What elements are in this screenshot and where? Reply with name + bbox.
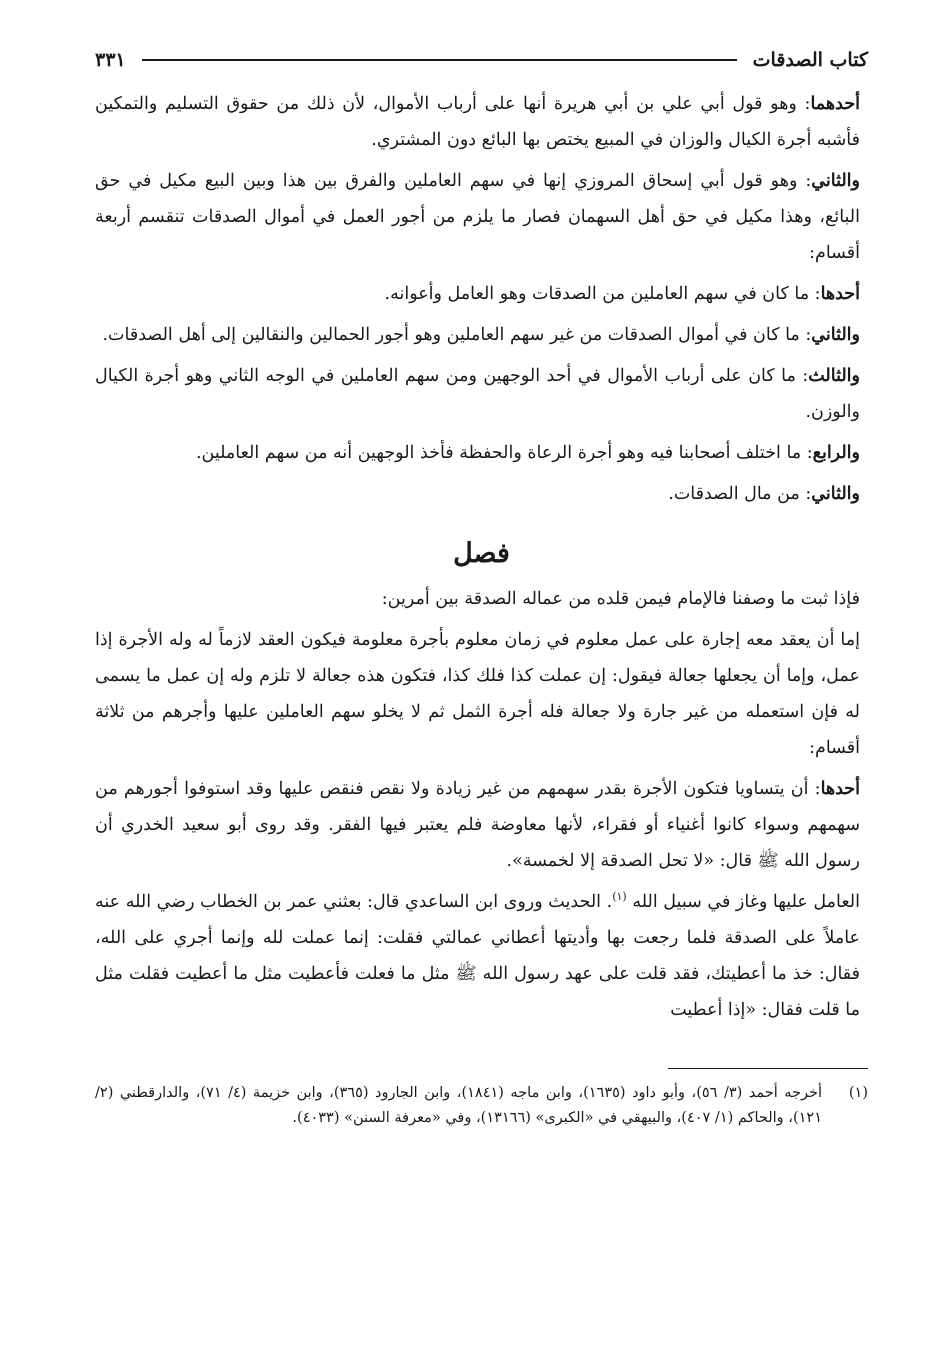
paragraph-10: أحدها: أن يتساويا فتكون الأجرة بقدر سهمهم من غير زيادة ولا نقص فنقص عليها وقد استوفوا أجورهم من سهمهم وسواء كانوا أغنياء أو فقراء، لأنها معاوضة فلم يعتبر فيها الفقر. وقد روى أبو سعيد الخدري أن رسول الله ﷺ قال: «لا تحل الصدقة إلا لخمسة». [95, 779, 860, 871]
paragraph-1: أحدهما: وهو قول أبي علي بن أبي هريرة أنها على أرباب الأموال، لأن ذلك من حقوق التسليم والتمكين فأشبه أجرة الكيال والوزان في المبيع يختص بها البائع دون المشتري. [95, 94, 860, 150]
section-title: فصل [453, 538, 510, 569]
paragraph-8: فإذا ثبت ما وصفنا فالإمام فيمن قلده من عماله الصدقة بين أمرين: [381, 589, 860, 609]
book-title: كتاب الصدقات [752, 49, 868, 71]
paragraph-label: أحدهما [810, 94, 860, 114]
paragraph-label: والثاني [811, 484, 860, 504]
header-rule [142, 59, 737, 61]
footnote [95, 1081, 868, 1131]
paragraph-text: ما اختلف أصحابنا فيه وهو أجرة الرعاة والحفظة فأخذ الوجهين أنه من سهم العاملين. [195, 443, 802, 463]
paragraph-2: والثاني: وهو قول أبي إسحاق المروزي إنها في سهم العاملين والفرق بين هذا وبين البيع مكيل في حق البائع، وهذا مكيل في حق أهل السهمان فصار ما يلزم من أجور العمل في أموال الصدقات تنقسم أربعة أقسام: [95, 171, 860, 263]
paragraph-6: والرابع: ما اختلف أصحابنا فيه وهو أجرة الرعاة والحفظة فأخذ الوجهين أنه من سهم العاملين. [195, 443, 860, 463]
footnote-number: (١) [848, 1085, 868, 1101]
document-page [95, 40, 868, 1131]
footnote-text: أخرجه أحمد (٣/ ٥٦)، وأبو داود (١٦٣٥)، وابن ماجه (١٨٤١)، وابن الجارود (٣٦٥)، وابن خزيمة (٤/ ٧١)، والدارقطني (٢/ ١٢١)، والحاكم (١/ ٤٠٧)، والبيهقي في «الكبرى» (١٣١٦٦)، وفي «معرفة السنن» (٤٠٣٣). [95, 1085, 822, 1126]
paragraph-text: من مال الصدقات. [668, 484, 800, 504]
paragraph-text: أن يتساويا فتكون الأجرة بقدر سهمهم من غير زيادة ولا نقص فنقص عليها وقد استوفوا أجورهم من سهمهم وسواء كانوا أغنياء أو فقراء، لأنها معاوضة فلم يعتبر فيها الفقر. وقد روى أبو سعيد الخدري أن رسول الله ﷺ قال: «لا تحل الصدقة إلا لخمسة». [95, 779, 860, 871]
paragraph-7: والثاني: من مال الصدقات. [668, 484, 860, 504]
page-number: ٣٣١ [95, 49, 126, 71]
paragraph-label: والثالث [808, 366, 860, 386]
paragraph-label: والثاني [811, 171, 860, 191]
paragraph-label: والثاني [811, 325, 860, 345]
paragraph-text: ما كان على أرباب الأموال في أحد الوجهين ومن سهم العاملين في الوجه الثاني وهو أجرة الكيال والوزن. [95, 366, 860, 422]
paragraph-11: العامل عليها وغاز في سبيل الله $^{(١)}$. الحديث وروى ابن الساعدي قال: بعثني عمر بن الخطاب رضي الله عنه عاملاً على الصدقة فلما رجعت بها وأديتها أعطاني عمالتي فقلت: إنما عملت لله وإنما أجري على الله، فقال: خذ ما أعطيتك، فقد قلت على عهد رسول الله ﷺ مثل ما فعلت فأعطيت مثل ما أعطيت فقلت مثل ما قلت فقال: «إذا أعطيت [95, 890, 860, 1020]
paragraph-label: والرابع [812, 443, 860, 463]
paragraph-5: والثالث: ما كان على أرباب الأموال في أحد الوجهين ومن سهم العاملين في الوجه الثاني وهو أجرة الكيال والوزن. [95, 366, 860, 422]
page-header [95, 40, 868, 80]
paragraph-label: أحدها [820, 284, 860, 304]
paragraph-9: إما أن يعقد معه إجارة على عمل معلوم في زمان معلوم بأجرة معلومة فيكون العقد لازماً له وله الأجرة إذا عمل، وإما أن يجعلها جعالة فيقول: إن عملت كذا فلك كذا، فتكون هذه جعالة لا تلزم وله إن عمل ما يسمى له فإن استعمله من غير جارة ولا جعالة فله أجرة الثمل ثم لا يخلو سهم العاملين عليها وأجرهم من ثلاثة أقسام: [95, 630, 860, 758]
paragraph-text: وهو قول أبي إسحاق المروزي إنها في سهم العاملين والفرق بين هذا وبين البيع مكيل في حق البائع، وهذا مكيل في حق أهل السهمان فصار ما يلزم من أجور العمل في أموال الصدقات تنقسم أربعة أقسام: [95, 171, 860, 263]
paragraph-text: وهو قول أبي علي بن أبي هريرة أنها على أرباب الأموال، لأن ذلك من حقوق التسليم والتمكين فأشبه أجرة الكيال والوزان في المبيع يختص بها البائع دون المشتري. [95, 94, 860, 150]
paragraph-4: والثاني: ما كان في أموال الصدقات من غير سهم العاملين وهو أجور الحمالين والنقالين إلى أهل الصدقات. [102, 325, 860, 345]
footnote-reference[interactable]: (١) [612, 890, 627, 904]
footnote-divider [668, 1068, 868, 1069]
paragraph-3: أحدها: ما كان في سهم العاملين من الصدقات وهو العامل وأعوانه. [384, 284, 860, 304]
paragraph-text: ما كان في سهم العاملين من الصدقات وهو العامل وأعوانه. [384, 284, 810, 304]
paragraph-text: ما كان في أموال الصدقات من غير سهم العاملين وهو أجور الحمالين والنقالين إلى أهل الصدقات. [102, 325, 800, 345]
paragraph-label: أحدها [820, 779, 860, 799]
